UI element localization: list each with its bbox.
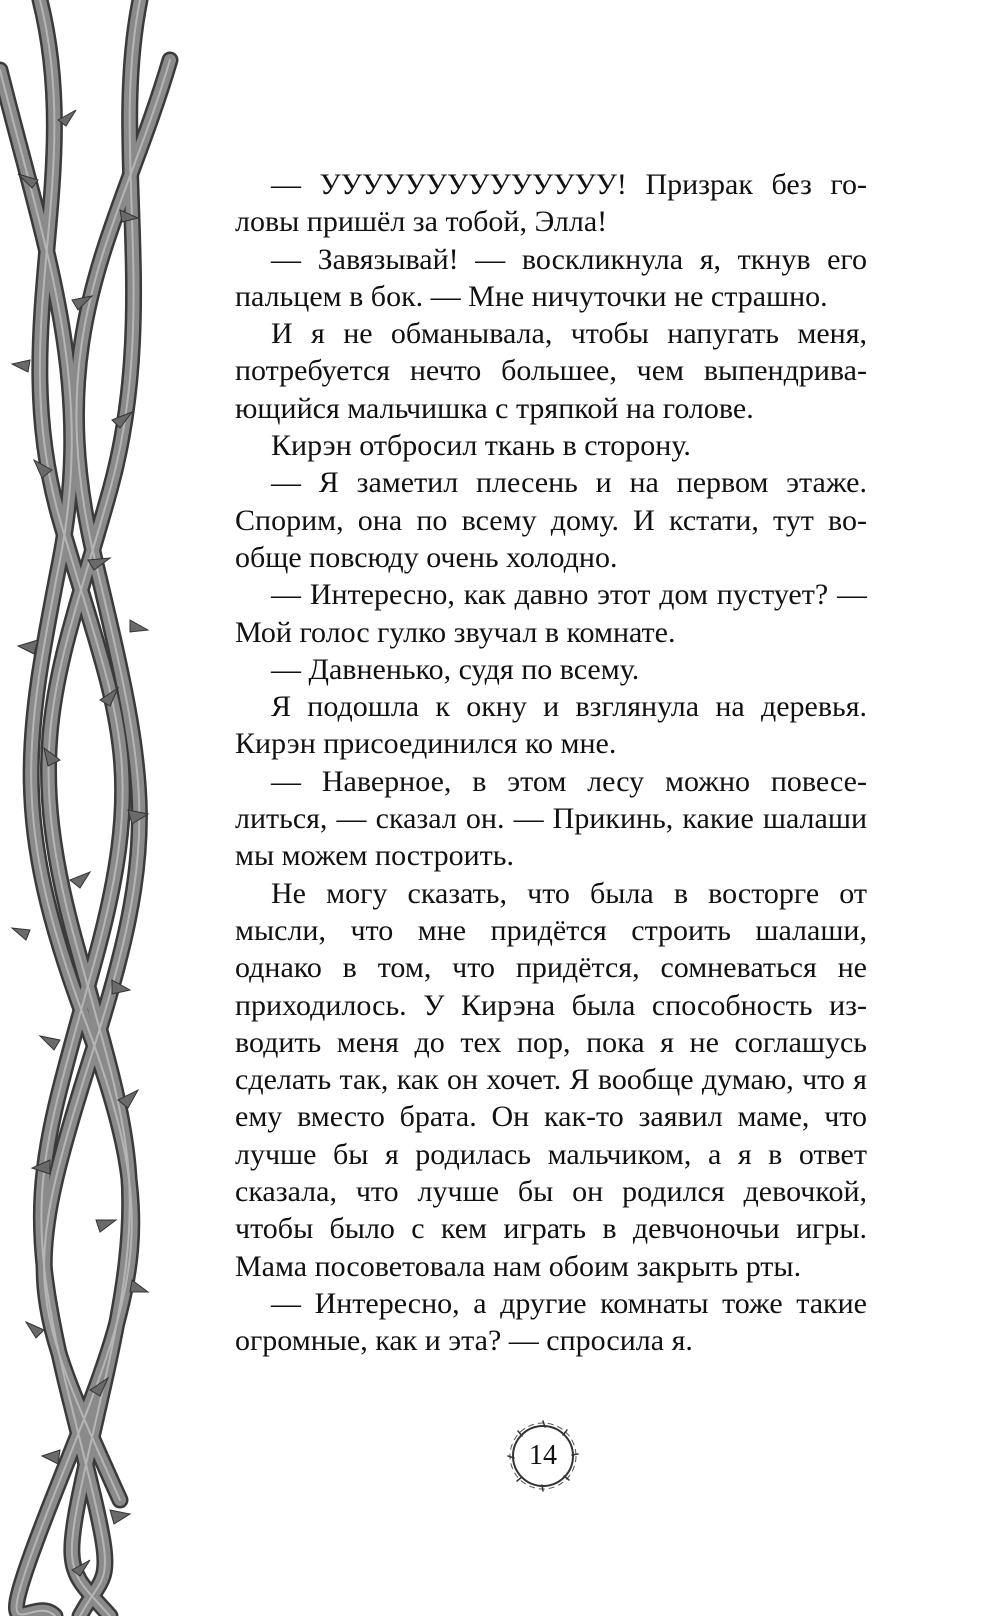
paragraph: — Интересно, как давно этот дом пустует? — Мой голос гулко звучал в комнате. bbox=[235, 578, 867, 649]
paragraph: — УУУУУУУУУУУУУУ! Призрак без головы пришёл за тобой, Элла! bbox=[235, 168, 867, 239]
paragraph: — Давненько, судя по всему. bbox=[271, 652, 640, 686]
thorny-vine-icon bbox=[0, 0, 200, 1616]
paragraph: Я подошла к окну и взглянула на деревья. Кирэн присоединился ко мне. bbox=[235, 690, 867, 761]
paragraph: Не могу сказать, что была в восторге от мысли, что мне придётся строить шалаши, однако в том, что придётся, сомневаться не приходилось. У Кирэна была способность изводить меня до тех пор, пока я не соглашусь сделать так, как он хочет. Я вообще думаю, что я ему вместо брата. Он как-то заявил маме, что лучше бы я родилась мальчиком, а я в ответ сказала, что лучше бы он родился девочкой, чтобы было с кем играть в девчоночьи игры. Мама посоветовала нам обоим закрыть рты. bbox=[235, 876, 867, 1283]
paragraph: — Наверное, в этом лесу можно повеселиться, — сказал он. — Прикинь, какие шалаши мы можем построить. bbox=[235, 764, 867, 873]
page-number-value: 14 bbox=[529, 1440, 557, 1471]
body-text bbox=[235, 166, 867, 1360]
paragraph: — Интересно, а другие комнаты тоже такие огромные, как и эта? — спросила я. bbox=[235, 1286, 867, 1358]
paragraph: — Завязывай! — воскликнула я, ткнув его пальцем в бок. — Мне ничуточки не страшно. bbox=[235, 242, 867, 313]
page-number bbox=[505, 1418, 581, 1494]
paragraph: И я не обманывала, чтобы напугать меня, потребуется нечто большее, чем выпендривающийся мальчишка с тряпкой на голове. bbox=[235, 317, 867, 425]
paragraph: Кирэн отбросил ткань в сторону. bbox=[271, 429, 691, 463]
paragraph: — Я заметил плесень и на первом этаже. Спорим, она по всему дому. И кстати, тут вообще повсюду очень холодно. bbox=[235, 466, 867, 574]
